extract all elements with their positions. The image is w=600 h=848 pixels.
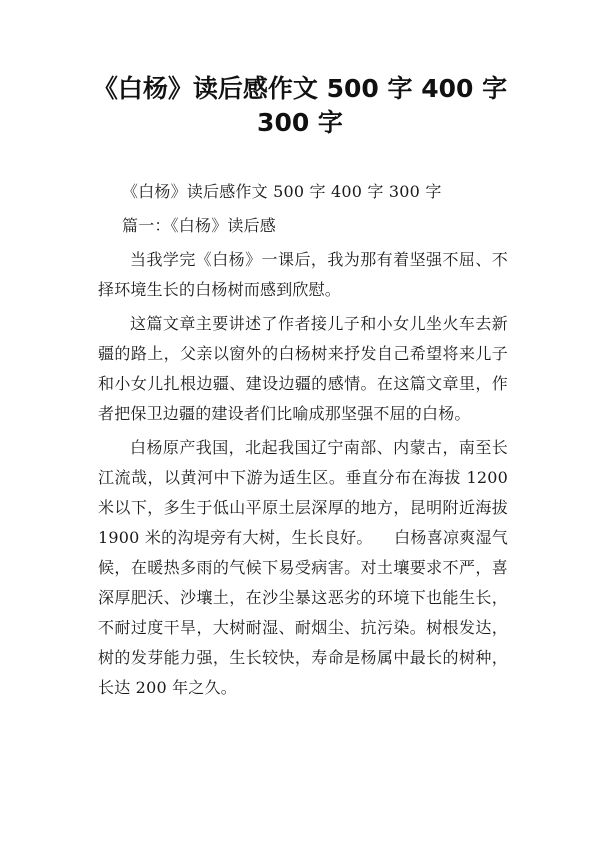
section-heading: 篇一：《白杨》读后感: [122, 216, 277, 235]
paragraph-1: 当我学完《白杨》一课后，我为那有着坚强不屈、不择环境生长的白杨树而感到欣慰。: [98, 250, 508, 299]
title-line-1: 《白杨》读后感作文 500 字 400 字: [92, 74, 508, 103]
title-line-2: 300 字: [257, 108, 343, 137]
document-body: [98, 177, 514, 703]
paragraph-3: 白杨原产我国，北起我国辽宁南部、内蒙古，南至长江流哉，以黄河中下游为适生区。垂直分布在海拔 1200 米以下，多生于低山平原土层深厚的地方，昆明附近海拔 1900 米的沟堤旁有大树，生长良好。 白杨喜凉爽湿气候，在暖热多雨的气候下易受病害。对土壤要求不严，喜深厚肥沃、沙壤土，在沙尘暴这恶劣的环境下也能生长，不耐过度干旱，大树耐湿、耐烟尘、抗污染。树根发达，树的发芽能力强，生长较快，寿命是杨属中最长的树种，长达 200 年之久。: [98, 438, 514, 697]
subtitle: 《白杨》读后感作文 500 字 400 字 300 字: [122, 182, 442, 201]
document-title: [0, 72, 600, 140]
paragraph-2: 这篇文章主要讲述了作者接儿子和小女儿坐火车去新疆的路上，父亲以窗外的白杨树来抒发自己希望将来儿子和小女儿扎根边疆、建设边疆的感情。在这篇文章里，作者把保卫边疆的建设者们比喻成那坚强不屈的白杨。: [98, 314, 508, 423]
